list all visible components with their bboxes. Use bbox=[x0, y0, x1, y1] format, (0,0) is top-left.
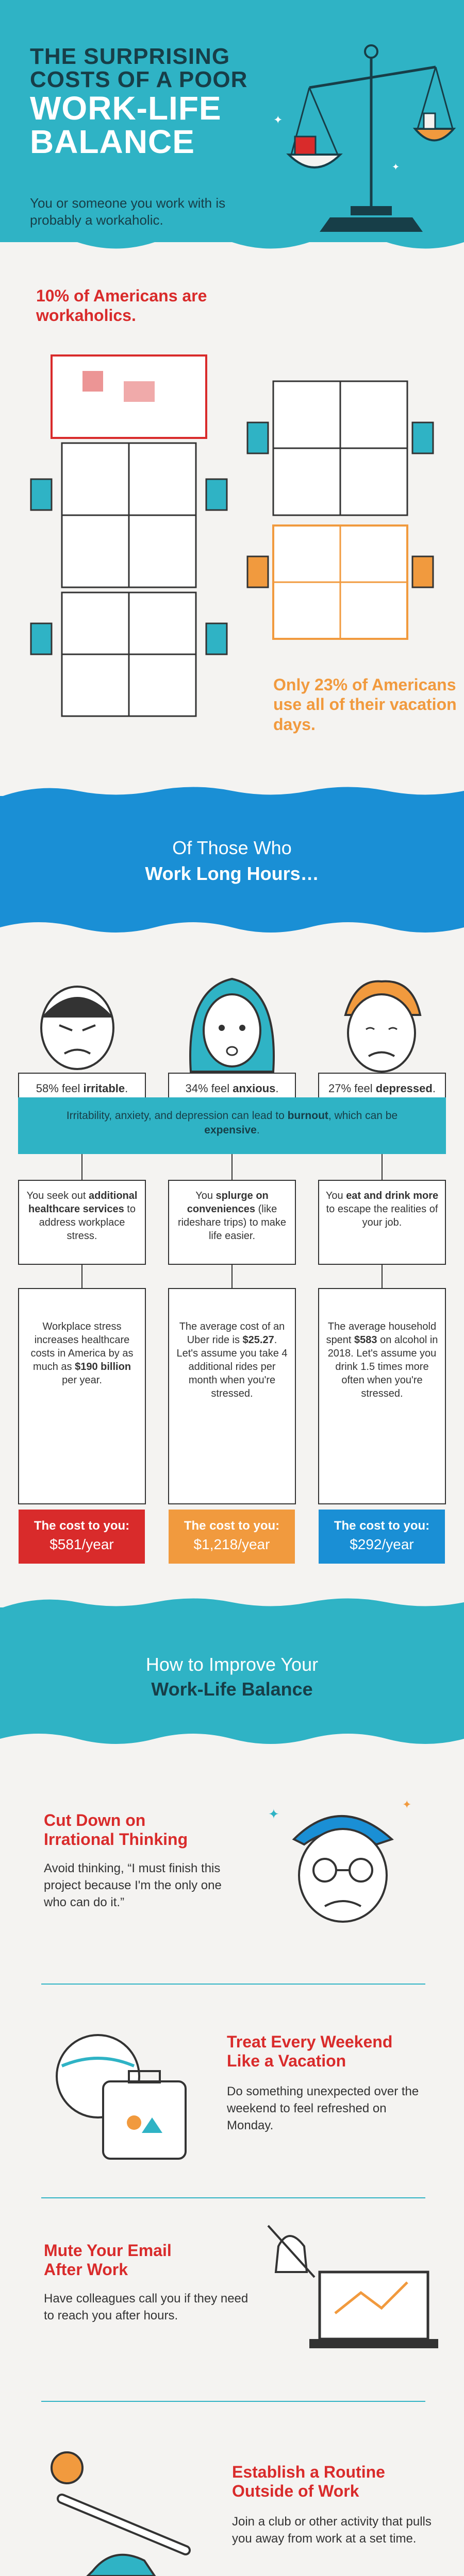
balance-scale-icon bbox=[273, 36, 454, 242]
long-hours-heading-line-1: Of Those Who bbox=[172, 837, 292, 858]
depressed-stat-text: 27% feel bbox=[328, 1082, 376, 1095]
tip-divider-2 bbox=[41, 2197, 425, 2198]
anxious-stat-text: 34% feel bbox=[185, 1082, 233, 1095]
behavior-eat-drink-bold: eat and drink more bbox=[346, 1190, 439, 1201]
anxious-face-icon bbox=[180, 969, 284, 1077]
tip-1-title-line-2: Irrational Thinking bbox=[44, 1829, 188, 1849]
fact-healthcare-post: per year. bbox=[62, 1375, 102, 1386]
behavior-eat-drink-post: to escape the realities of your job. bbox=[326, 1204, 438, 1228]
banner-wave-top bbox=[0, 781, 464, 797]
fact-healthcare-pre: Workplace stress increases healthcare costs in America by as much as bbox=[30, 1321, 134, 1372]
stressed-person-icon bbox=[247, 1777, 433, 1947]
long-hours-heading-line-2: Work Long Hours… bbox=[145, 863, 319, 884]
fact-uber-pre: The average cost of an Uber ride is bbox=[179, 1321, 285, 1346]
cost-rideshare-label: The cost to you: bbox=[184, 1519, 280, 1533]
page-subtitle: You or someone you work with is probably a workaholic. bbox=[30, 195, 226, 228]
improve-heading-line-2: Work-Life Balance bbox=[151, 1679, 313, 1700]
header-wave bbox=[0, 234, 464, 255]
behavior-box-healthcare bbox=[18, 1180, 146, 1265]
tip-divider-3 bbox=[41, 2401, 425, 2402]
tip-3-title-line-2: After Work bbox=[44, 2260, 128, 2279]
tip-1-title-line-1: Cut Down on bbox=[44, 1811, 146, 1829]
irritable-face-icon bbox=[31, 971, 124, 1074]
tip-4-title-line-2: Outside of Work bbox=[232, 2481, 359, 2500]
burnout-callout-text bbox=[49, 1109, 415, 1138]
tip-2-title-line-1: Treat Every Weekend bbox=[227, 2032, 393, 2051]
tip-divider-1 bbox=[41, 1984, 425, 1985]
irritable-stat-text: 58% feel bbox=[36, 1082, 84, 1095]
burnout-callout-bold-1: burnout bbox=[287, 1110, 328, 1122]
behavior-healthcare-bold: additional healthcare services bbox=[28, 1190, 138, 1215]
cost-alcohol-value: $292/year bbox=[350, 1536, 414, 1552]
title-line-4: BALANCE bbox=[30, 123, 195, 161]
office-desks-illustration-right bbox=[242, 289, 459, 659]
muted-laptop-icon bbox=[258, 2215, 443, 2365]
fact-healthcare-bold: $190 billion bbox=[75, 1361, 131, 1372]
burnout-callout-mid: , which can be bbox=[328, 1110, 398, 1122]
behavior-conveniences-post: (like rideshare trips) to make life easier. bbox=[177, 1204, 287, 1242]
fact-box-healthcare bbox=[18, 1288, 146, 1504]
improve-wave-top bbox=[0, 1592, 464, 1608]
title-line-1: THE SURPRISING bbox=[30, 44, 230, 69]
office-desks-illustration-left bbox=[21, 335, 237, 726]
cost-box-healthcare bbox=[19, 1510, 145, 1564]
tip-2-text: Do something unexpected over the weekend to feel refreshed on Monday. bbox=[227, 2084, 419, 2133]
workaholics-stat: 10% of Americans are workaholics. bbox=[36, 286, 207, 325]
suitcase-globe-icon bbox=[31, 2020, 196, 2174]
fact-alcohol-post: on alcohol in 2018. Let's assume you drink 1.5 times more often when you're stressed. bbox=[327, 1334, 438, 1399]
behavior-box-conveniences bbox=[168, 1180, 296, 1265]
burnout-callout-pre: Irritability, anxiety, and depression can lead to bbox=[66, 1110, 288, 1122]
irritable-stat-word: irritable bbox=[83, 1082, 125, 1095]
behavior-eat-drink-pre: You bbox=[325, 1190, 346, 1201]
tip-1-title bbox=[44, 1811, 260, 1849]
tip-3-title bbox=[44, 2241, 260, 2279]
banner-wave-bottom bbox=[0, 921, 464, 938]
behavior-healthcare-post: to address workplace stress. bbox=[39, 1204, 136, 1242]
title-line-2: COSTS OF A POOR bbox=[30, 66, 248, 92]
behavior-box-eat-drink bbox=[318, 1180, 446, 1265]
depressed-stat-word: depressed bbox=[375, 1082, 433, 1095]
vacation-days-stat: Only 23% of Americans use all of their vacation days. bbox=[273, 675, 457, 734]
cost-rideshare-value: $1,218/year bbox=[193, 1536, 270, 1552]
svg-text:✦: ✦ bbox=[268, 1806, 279, 1822]
tip-3-text: Have colleagues call you if they need to reach you after hours. bbox=[44, 2292, 248, 2323]
header-section bbox=[0, 0, 464, 242]
fact-alcohol-pre: The average household spent bbox=[326, 1321, 437, 1346]
burnout-callout bbox=[18, 1097, 446, 1154]
fact-uber-post: . Let's assume you take 4 additional rides per month when you're stressed. bbox=[176, 1334, 288, 1399]
tip-2-title-line-2: Like a Vacation bbox=[227, 2051, 346, 2070]
behavior-healthcare-pre: You seek out bbox=[26, 1190, 89, 1201]
cost-alcohol-label: The cost to you: bbox=[334, 1519, 430, 1533]
cost-box-rideshare bbox=[169, 1510, 295, 1564]
tip-2-title bbox=[227, 2032, 443, 2071]
tip-4-text: Join a club or other activity that pulls you away from work at a set time. bbox=[232, 2515, 432, 2546]
cost-healthcare-value: $581/year bbox=[49, 1536, 114, 1552]
cost-healthcare-label: The cost to you: bbox=[34, 1519, 130, 1533]
irritable-stat-period: . bbox=[125, 1082, 128, 1095]
svg-text:✦: ✦ bbox=[273, 113, 283, 126]
improve-heading-line-1: How to Improve Your bbox=[145, 1654, 319, 1675]
page-title bbox=[30, 45, 298, 159]
anxious-stat-word: anxious bbox=[233, 1082, 276, 1095]
burnout-callout-bold-2: expensive bbox=[204, 1124, 257, 1137]
improve-wave-bottom bbox=[0, 1733, 464, 1749]
long-hours-banner bbox=[0, 796, 464, 922]
fact-box-uber bbox=[168, 1288, 296, 1504]
svg-text:✦: ✦ bbox=[402, 1798, 412, 1811]
anxious-stat-period: . bbox=[275, 1082, 279, 1095]
svg-text:✦: ✦ bbox=[392, 162, 400, 172]
cost-box-alcohol bbox=[319, 1510, 445, 1564]
baseball-bat-icon bbox=[31, 2437, 206, 2576]
fact-uber-bold: $25.27 bbox=[242, 1334, 274, 1346]
fact-alcohol-bold: $583 bbox=[354, 1334, 377, 1346]
tip-4-title-line-1: Establish a Routine bbox=[232, 2463, 385, 2481]
tip-1-text: Avoid thinking, “I must finish this project because I'm the only one who can do it.” bbox=[44, 1861, 222, 1910]
title-line-3: WORK-LIFE bbox=[30, 89, 222, 127]
depressed-face-icon bbox=[330, 969, 433, 1077]
behavior-conveniences-bold: splurge on conveniences bbox=[187, 1190, 269, 1215]
tip-3-title-line-1: Mute Your Email bbox=[44, 2241, 172, 2260]
burnout-callout-post: . bbox=[256, 1124, 260, 1137]
improve-banner bbox=[0, 1607, 464, 1734]
depressed-stat-period: . bbox=[432, 1082, 436, 1095]
fact-box-alcohol bbox=[318, 1288, 446, 1504]
behavior-conveniences-pre: You bbox=[195, 1190, 216, 1201]
tip-4-title bbox=[232, 2463, 449, 2501]
